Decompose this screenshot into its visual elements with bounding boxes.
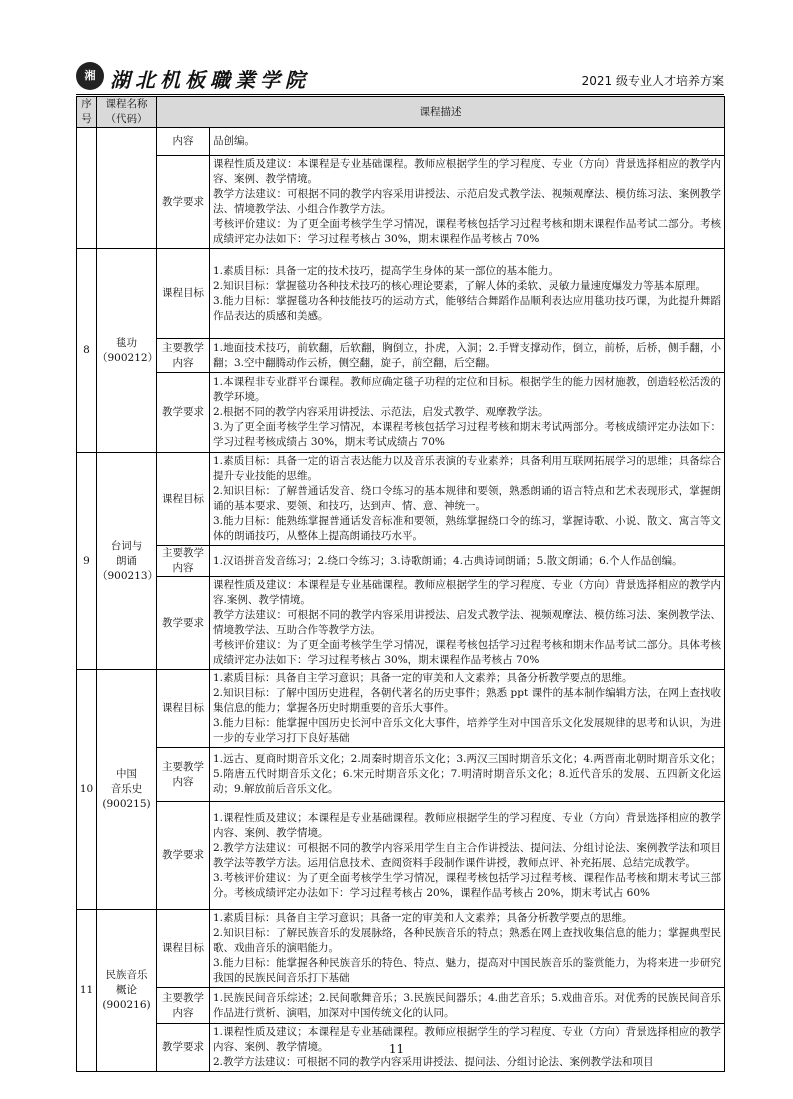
course-name: 台词与 朗诵 （900213） (97, 453, 157, 670)
table-row (77, 988, 725, 1024)
plan-title: 2021 级专业人才培养方案 (581, 74, 724, 88)
req-label: 教学要求 (157, 156, 210, 249)
req-label: 教学要求 (157, 373, 210, 453)
school-logo-icon: 湘 (76, 62, 104, 90)
goal-label: 课程目标 (157, 910, 210, 988)
table-header-row (77, 97, 725, 128)
goal-label: 课程目标 (157, 249, 210, 339)
goal-label: 课程目标 (157, 670, 210, 748)
content-label: 主要教学内容 (157, 988, 210, 1024)
goal-text: 1.素质目标：具备自主学习意识；具备一定的审美和人文素养；具备分析教学要点的思维。 2.知识目标：了解中国历史进程，各朝代著名的历史事件；熟悉 ppt 课件的基本制作编辑方法，在网上查找收集信息的能力；掌握各历史时期重要的音乐大事件。 3.能力目标：能掌握中国历史长河中音乐文化大事件，培养学生对中国音乐文化发展规律的思考和认识，为进一步的专业学习打下良好基础 (210, 670, 725, 748)
page-header (76, 62, 724, 95)
req-text: 1.课程性质及建议；本课程是专业基础课程。教师应根据学生的学习程度、专业（方向）背景选择相应的教学内容、案例、教学情境。 2.教学方法建议：可根据不同的教学内容采用讲授法、提问法、分组讨论法、案例教学法和项目 (210, 1024, 725, 1072)
table-row (77, 373, 725, 453)
table-row (77, 128, 725, 156)
page-number: 11 (388, 1042, 405, 1056)
cont-name-cell (97, 128, 157, 249)
content-label: 内容 (157, 128, 210, 156)
req-label: 教学要求 (157, 1024, 210, 1072)
content-label: 主要教学内容 (157, 546, 210, 577)
table-row (77, 910, 725, 988)
table-row (77, 339, 725, 373)
table-row (77, 249, 725, 339)
header-seq: 序号 (77, 97, 97, 128)
table-row (77, 670, 725, 748)
content-text: 1.远古、夏商时期音乐文化；2.周秦时期音乐文化；3.两汉三国时期音乐文化；4.两晋南北朝时期音乐文化；5.隋唐五代时期音乐文化；6.宋元时期音乐文化；7.明清时期音乐文化；8.近代音乐的发展、五四新文化运动；9.解放前后音乐文化。 (210, 748, 725, 802)
table-row (77, 748, 725, 802)
goal-text: 1.素质目标：具备自主学习意识；具备一定的审美和人文素养；具备分析教学要点的思维。 2.知识目标：了解民族音乐的发展脉络，各种民族音乐的特点；熟悉在网上查找收集信息的能力；掌握典型民歌、戏曲音乐的演唱能力。 3.能力目标：能掌握各种民族音乐的特色、特点、魅力，提高对中国民族音乐的鉴赏能力，为将来进一步研究我国的民族民间音乐打下基础 (210, 910, 725, 988)
table-row (77, 802, 725, 910)
content-text: 1.地面技术技巧，前软翻，后软翻，胸倒立，扑虎，入洞；2.手臂支撑动作，倒立，前桥，后桥，侧手翻，小翻；3.空中翻腾动作云桥，侧空翻，旋子，前空翻，后空翻。 (210, 339, 725, 373)
req-text: 1.本课程非专业群平台课程。教师应确定毯子功程的定位和目标。根据学生的能力因材施教，创造轻松活泼的教学环境。 2.根据不同的教学内容采用讲授法、示范法，启发式教学、观摩教学法。 3.为了更全面考核学生学习情况，本课程考核包括学习过程考核和期末考试两部分。考核成绩评定办法如下：学习过程考核成绩占 30%，期末考试成绩占 70% (210, 373, 725, 453)
school-name: 湖北机板職業学院 (110, 68, 310, 92)
table-row (77, 577, 725, 670)
content-text: 品创编。 (210, 128, 725, 156)
course-num: 8 (77, 249, 97, 453)
course-num: 11 (77, 910, 97, 1072)
content-label: 主要教学内容 (157, 339, 210, 373)
table-row (77, 453, 725, 546)
course-num: 10 (77, 670, 97, 910)
course-name: 民族音乐 概论 (900216) (97, 910, 157, 1072)
goal-text: 1.素质目标：具备一定的技术技巧，提高学生身体的某一部位的基本能力。 2.知识目标：掌握毯功各种技术技巧的核心理论要素，了解人体的柔软、灵敏力量速度爆发力等基本原理。 3.能力目标：掌握毯功各种技能技巧的运动方式，能够结合舞蹈作品顺利表达应用毯功技巧课，为此提升舞蹈作品表达的质感和美感。 (210, 249, 725, 339)
req-text: 1.课程性质及建议；本课程是专业基础课程。教师应根据学生的学习程度、专业（方向）背景选择相应的教学内容、案例、教学情境。 2.教学方法建议：可根据不同的教学内容采用学生自主合作讲授法、提问法、分组讨论法、案例教学法和项目教学法等教学方法。运用信息技术、查阅资料手段制作课件讲授，教师点评、补充拓展、总结完成教学。 3.考核评价建议：为了更全面考核学生学习情况，课程考核包括学习过程考核、课程作品考核和期末考试三部分。考核成绩评定办法如下：学习过程考核占 20%，课程作品考核占 20%，期末考试占 60% (210, 802, 725, 910)
req-label: 教学要求 (157, 577, 210, 670)
content-text: 1.汉语拼音发音练习；2.绕口令练习；3.诗歌朗诵；4.古典诗词朗诵；5.散文朗诵；6.个人作品创编。 (210, 546, 725, 577)
req-text: 课程性质及建议：本课程是专业基础课程。教师应根据学生的学习程度、专业（方向）背景选择相应的教学内容、案例、教学情境。 教学方法建议：可根据不同的教学内容采用讲授法、示范启发式教学法、视频观摩法、模仿练习法、案例教学法、情境教学法、小组合作教学方法。 考核评价建议：为了更全面考核学生学习情况，课程考核包括学习过程考核和期末课程作品考试二部分。考核成绩评定办法如下：学习过程考核占 30%，期末课程作品考核占 70% (210, 156, 725, 249)
header-desc: 课程描述 (157, 97, 725, 128)
course-name: 中国 音乐史 (900215) (97, 670, 157, 910)
req-text: 课程性质及建议：本课程是专业基础课程。教师应根据学生的学习程度、专业（方向）背景选择相应的教学内容.案例、教学情境。 教学方法建议：可根据不同的教学内容采用讲授法、启发式教学法、视频观摩法、模仿练习法、案例教学法、情境教学法、互助合作等教学方法。 考核评价建议：为了更全面考核学生学习情况，课程考核包括学习过程考核和期末作品考试二部分。具体考核成绩评定办法如下：学习过程考核占 30%，期末课程作品考核占 70% (210, 577, 725, 670)
content-label: 主要教学内容 (157, 748, 210, 802)
table-row (77, 546, 725, 577)
table-row (77, 156, 725, 249)
course-num: 9 (77, 453, 97, 670)
header-course: 课程名称（代码） (97, 97, 157, 128)
cont-num-cell (77, 128, 97, 249)
req-label: 教学要求 (157, 802, 210, 910)
goal-label: 课程目标 (157, 453, 210, 546)
course-name: 毯功 （900212） (97, 249, 157, 453)
goal-text: 1.素质目标：具备一定的语言表达能力以及音乐表演的专业素养；具备利用互联网拓展学习的思维；具备综合提升专业技能的思维。 2.知识目标：了解普通话发音、绕口令练习的基本规律和要领，熟悉朗诵的语言特点和艺术表现形式，掌握朗诵的基本要求、要领、和技巧，达到声、情、意、神统一。 3.能力目标：能熟练掌握普通话发音标准和要领，熟练掌握绕口令的练习，掌握诗歌、小说、散文、寓言等文体的朗诵技巧，从整体上提高朗诵技巧水平。 (210, 453, 725, 546)
course-table (76, 96, 725, 1072)
content-text: 1.民族民间音乐综述；2.民间歌舞音乐；3.民族民间器乐；4.曲艺音乐；5.戏曲音乐。对优秀的民族民间音乐作品进行赏析、演唱，加深对中国传统文化的认同。 (210, 988, 725, 1024)
